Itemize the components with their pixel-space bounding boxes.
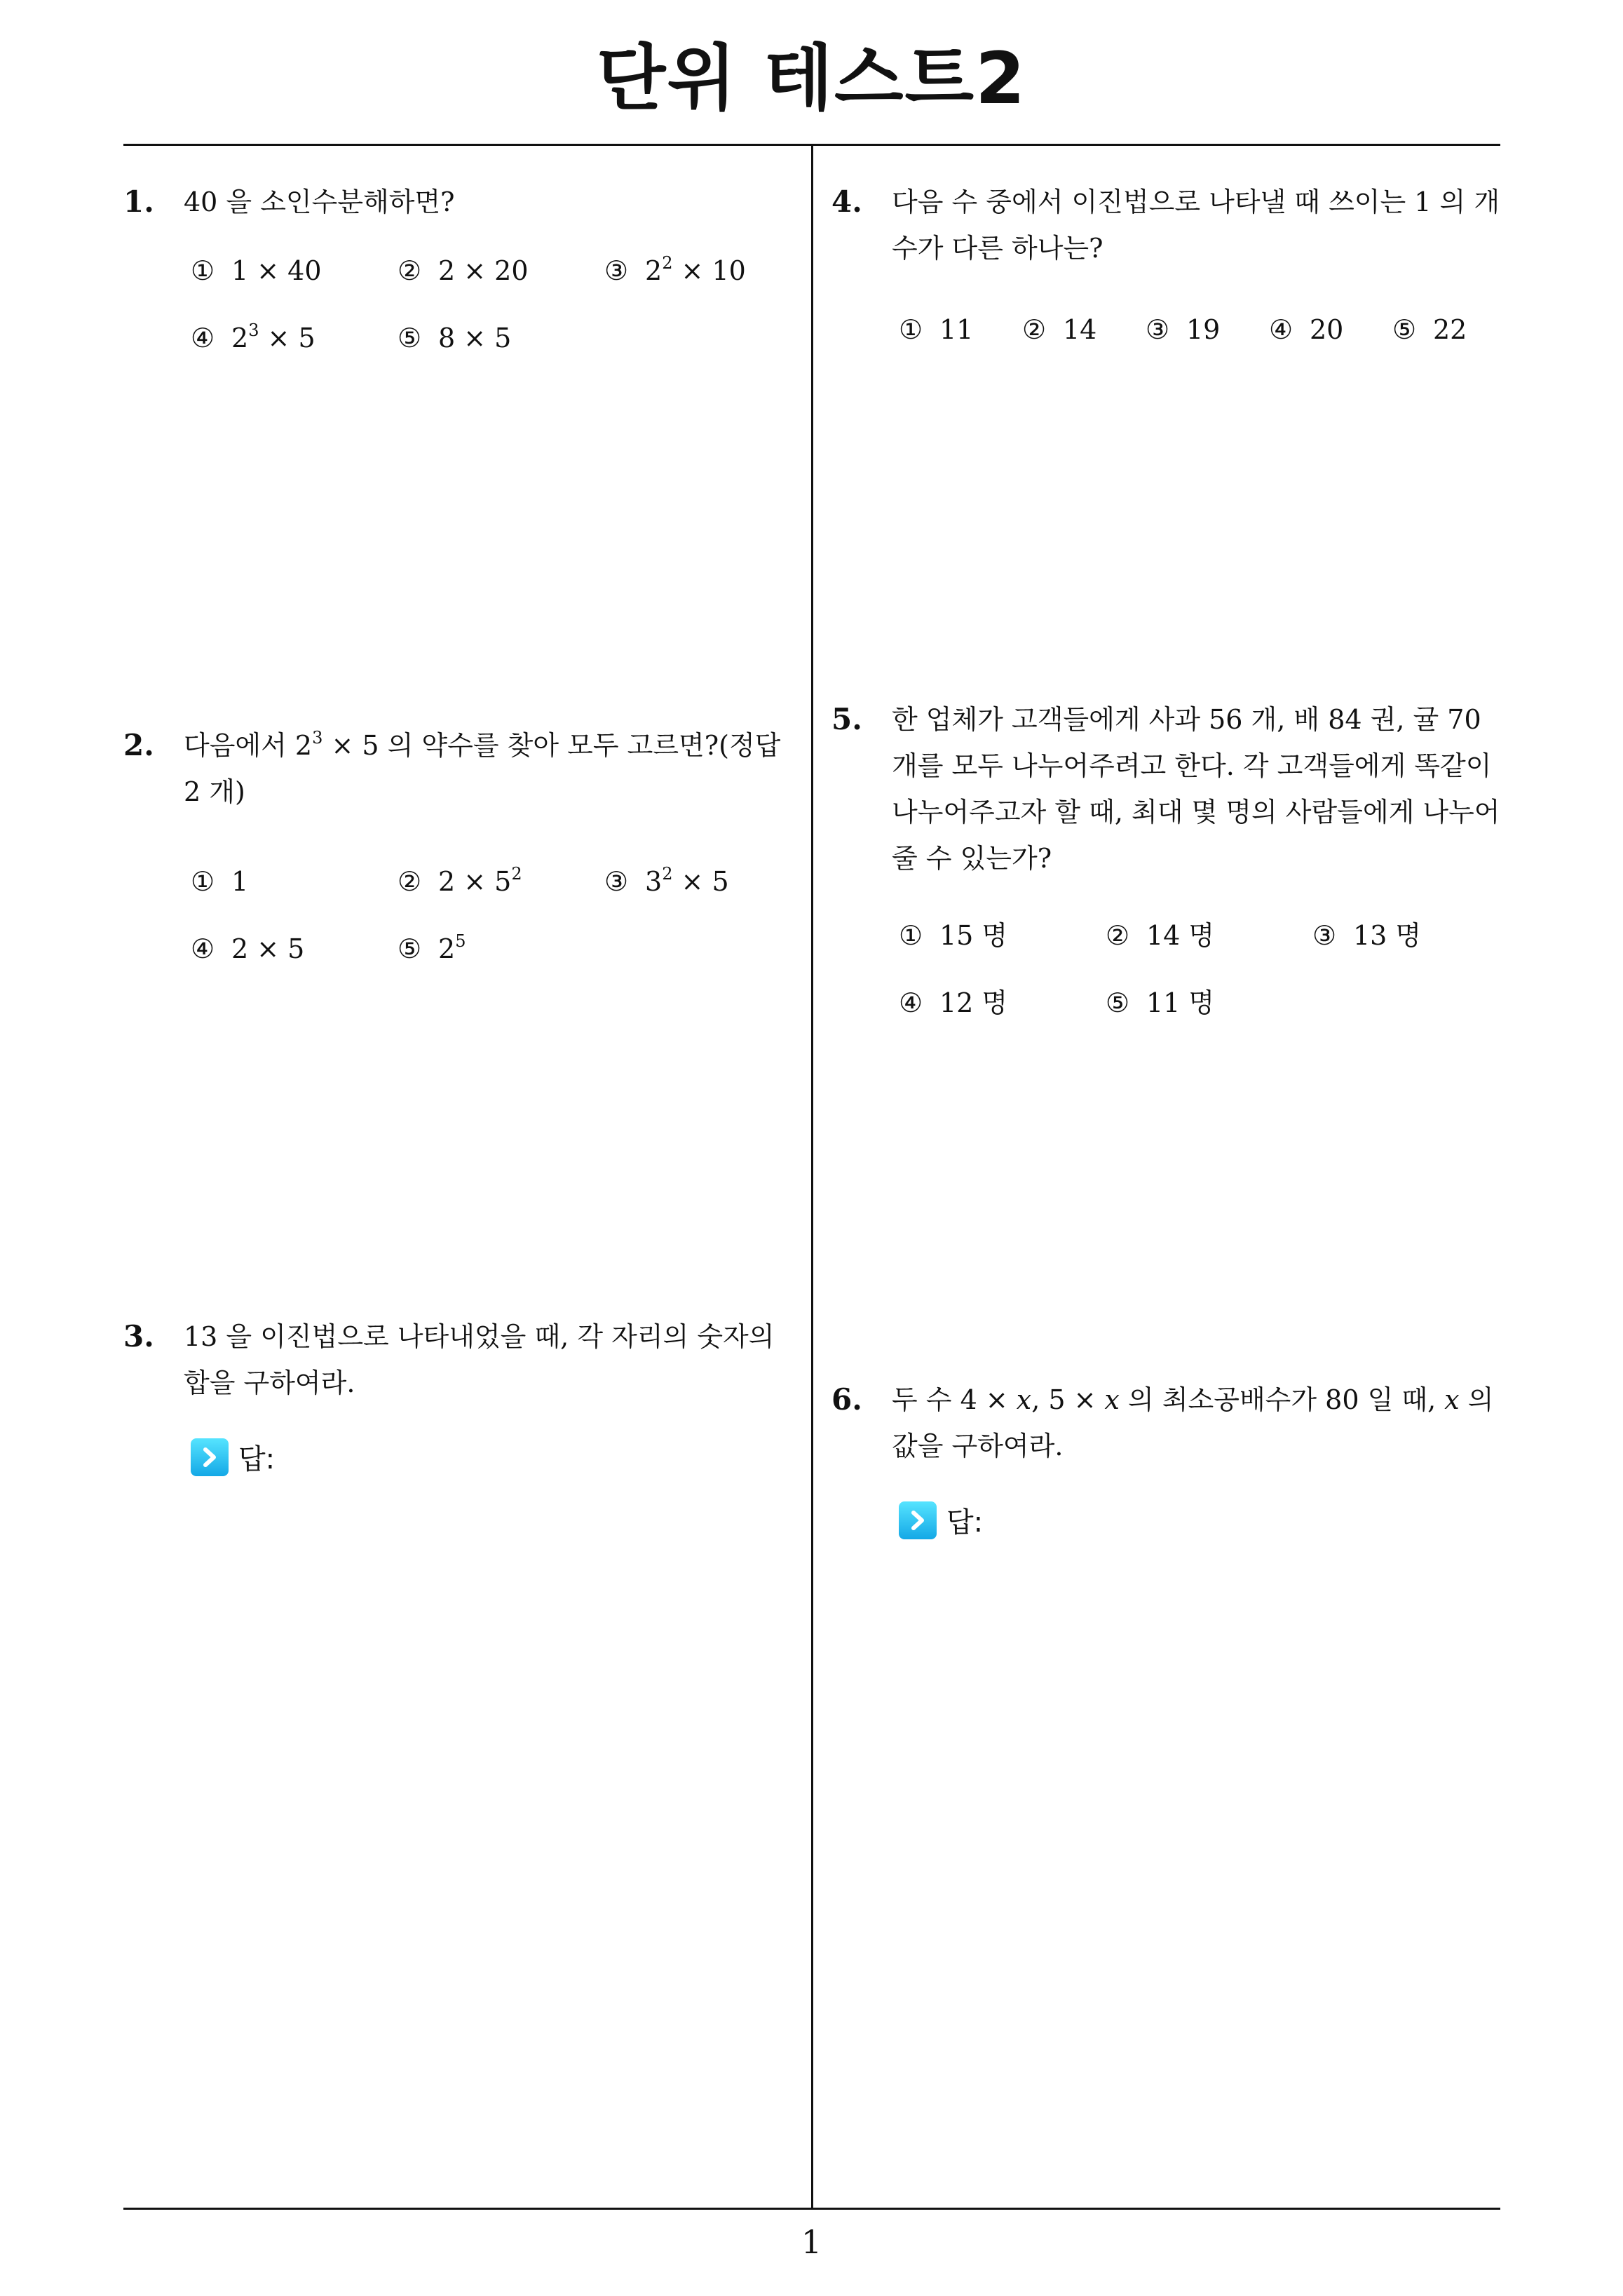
question-2 [123,722,796,969]
question-number: 6. [831,1382,862,1417]
choice-5[interactable]: ⑤ 8 × 5 [398,323,512,353]
choice-1[interactable]: ① 15 명 [899,920,1008,951]
choice-1[interactable]: ① 1 [191,866,249,897]
question-number: 5. [831,702,862,736]
choice-4[interactable]: ④ 2 × 5 [191,933,305,964]
question-text: 한 업체가 고객들에게 사과 56 개, 배 84 권, 귤 70 개를 모두 나누어주려고 한다. 각 고객들에게 똑같이 나누어주고자 할 때, 최대 몇 명의 사람들에게 나누어 줄 수 있는가? [892,704,1500,874]
footer-rule [123,2208,1500,2210]
question-text: 두 수 4 × x, 5 × x 의 최소공배수가 80 일 때, x 의 값을 구하여라. [892,1384,1494,1461]
answer-field[interactable] [191,1437,796,1477]
choice-4[interactable]: ④ 12 명 [899,987,1008,1018]
choice-3[interactable]: ③ 19 [1146,314,1221,345]
choice-5[interactable]: ⑤ 11 명 [1106,987,1215,1018]
choice-3[interactable]: ③ $3^2 \times 5$ [604,864,729,897]
choice-2[interactable]: ② 14 명 [1106,920,1215,951]
choice-1[interactable]: ① 1 × 40 [191,255,322,286]
choice-4[interactable]: ④ 20 [1269,314,1344,345]
chevron-right-icon [191,1438,229,1476]
choice-list [191,253,796,358]
answer-label: 답: [238,1443,276,1475]
question-6 [831,1377,1512,1540]
question-text: 다음 수 중에서 이진법으로 나타낼 때 쓰이는 1 의 개수가 다른 하나는? [892,187,1500,264]
choice-1[interactable]: ① 11 [899,314,974,345]
choice-5[interactable]: ⑤ 22 [1392,314,1467,345]
question-text: 다음에서 $2^3 \times 5$ 의 약수를 찾아 모두 고르면?(정답 2 개) [184,728,781,807]
question-5 [831,696,1512,1023]
question-number: 1. [123,184,154,219]
page-number: 1 [801,2223,822,2261]
answer-label: 답: [946,1506,984,1539]
choice-4[interactable]: ④ $2^3 \times 5$ [191,320,315,353]
column-divider [811,144,813,2209]
choice-3[interactable]: ③ 13 명 [1312,920,1422,951]
question-number: 3. [123,1319,154,1353]
page-title: 단위 테스트2 [596,37,1027,121]
question-3 [123,1314,796,1477]
choice-list [899,312,1512,354]
answer-field[interactable] [899,1500,1512,1540]
choice-2[interactable]: ② 2 × 20 [398,255,529,286]
choice-list [899,918,1512,1023]
question-4 [831,179,1512,354]
question-text: 40 을 소인수분해하면? [184,187,455,217]
chevron-right-icon [899,1501,937,1539]
choice-2[interactable]: ② $2 \times 5^2$ [398,864,522,897]
question-1 [123,179,796,358]
question-text: 13 을 이진법으로 나타내었을 때, 각 자리의 숫자의 합을 구하여라. [184,1321,775,1398]
choice-3[interactable]: ③ $2^2 \times 10$ [604,253,746,286]
choice-list [191,864,796,969]
question-number: 4. [831,184,862,219]
choice-5[interactable]: ⑤ $2^5$ [398,931,466,964]
choice-2[interactable]: ② 14 [1022,314,1097,345]
question-number: 2. [123,728,154,762]
